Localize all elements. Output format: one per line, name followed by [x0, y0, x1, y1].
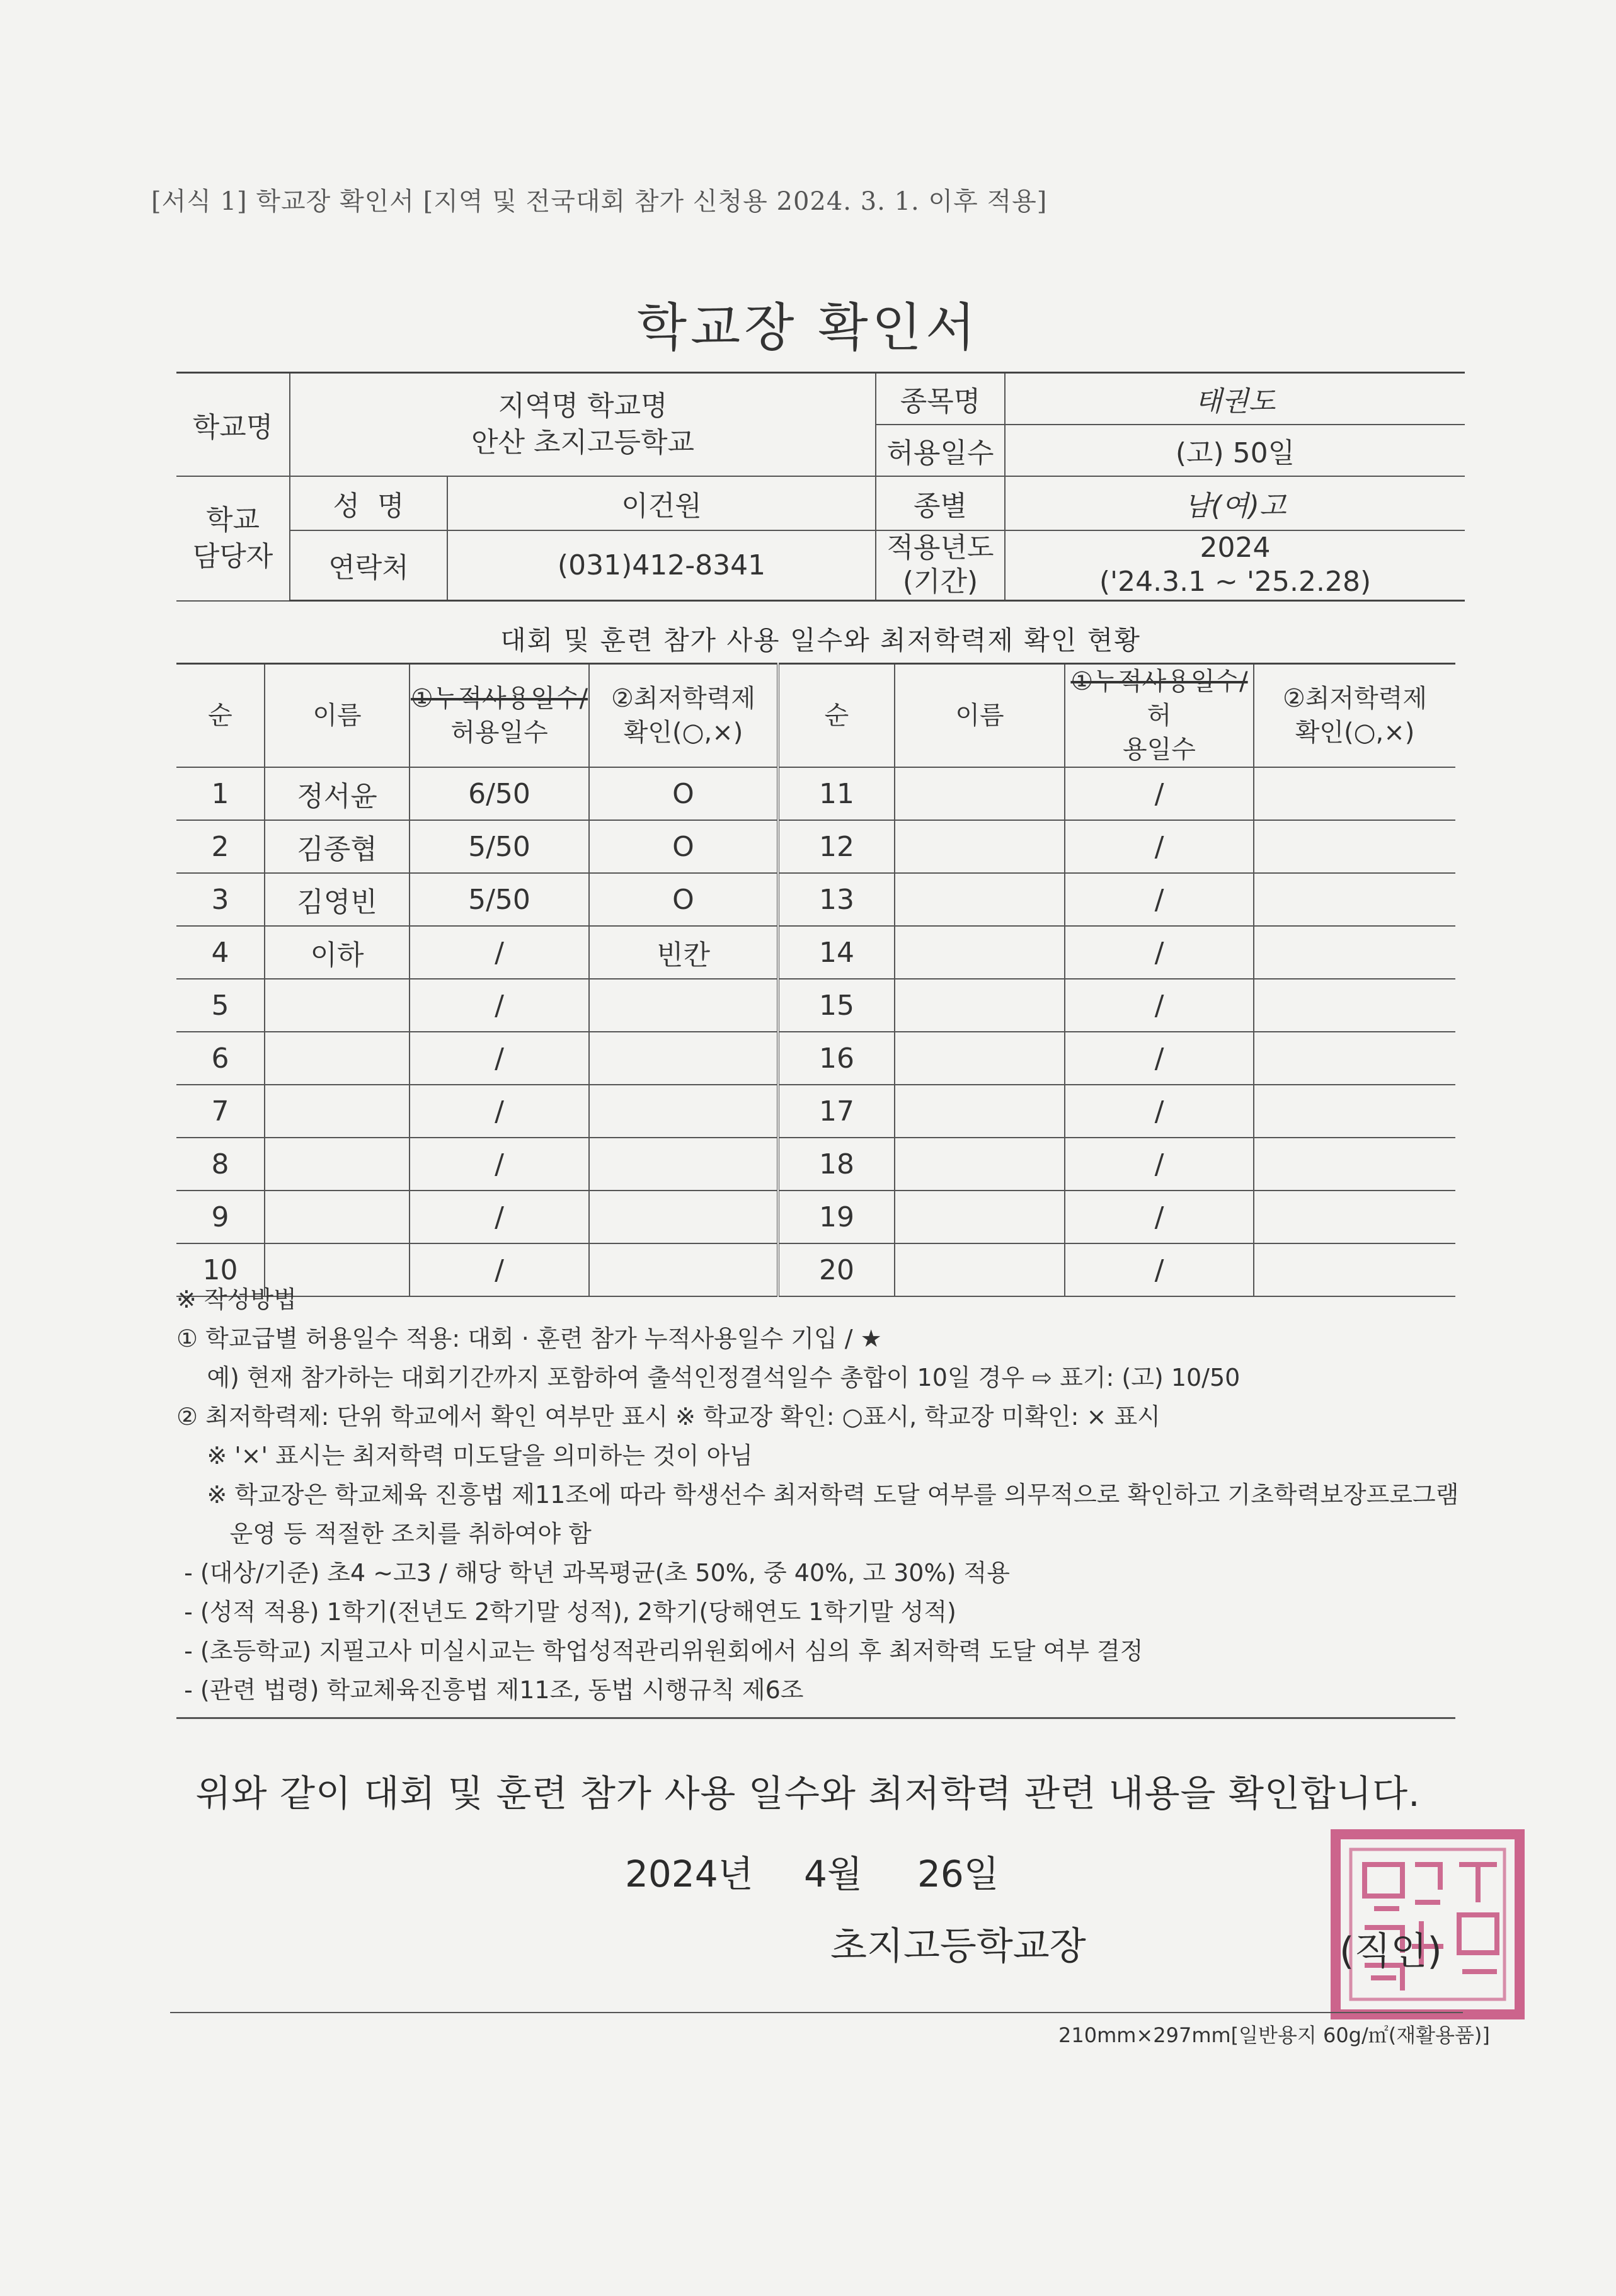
- note-line: 운영 등 적절한 조치를 취하여야 함: [176, 1520, 592, 1548]
- used-days-right: /: [1065, 767, 1254, 820]
- athlete-name-right: [895, 1138, 1065, 1191]
- header-min-left-line1: ②최저학력제: [610, 684, 756, 713]
- year-value: [1005, 530, 1465, 601]
- row-number-left: 3: [176, 873, 265, 926]
- row-number-right: 11: [778, 767, 895, 820]
- header-days-right-strike: ①누적사용일수/: [1070, 667, 1248, 696]
- athlete-name-left: 정서윤: [265, 767, 410, 820]
- event-value: 태권도: [1005, 373, 1465, 425]
- footer-divider: [170, 2012, 1463, 2013]
- school-label: 학교명: [176, 373, 290, 476]
- confirmation-statement: 위와 같이 대회 및 훈련 참가 사용 일수와 최저학력 관련 내용을 확인합니다.: [195, 1772, 1421, 1815]
- row-number-right: 17: [778, 1085, 895, 1138]
- row-number-right: 12: [778, 820, 895, 873]
- athlete-name-left: [265, 1085, 410, 1138]
- min-standard-right: [1254, 1138, 1455, 1191]
- min-standard-right: [1254, 767, 1455, 820]
- info-table: [176, 372, 1465, 602]
- min-standard-right: [1254, 1032, 1455, 1085]
- header-days-left-line2: 허용일수: [450, 718, 548, 747]
- used-days-left: 5/50: [410, 820, 589, 873]
- header-days-left: [410, 664, 589, 768]
- row-number-left: 2: [176, 820, 265, 873]
- min-standard-left: 빈칸: [589, 926, 778, 979]
- row-number-left: 6: [176, 1032, 265, 1085]
- used-days-left: /: [410, 1138, 589, 1191]
- athlete-name-left: 이하: [265, 926, 410, 979]
- used-days-right: /: [1065, 1032, 1254, 1085]
- min-standard-left: [589, 979, 778, 1032]
- min-standard-left: [589, 1032, 778, 1085]
- table-row: [176, 926, 1455, 979]
- table-row: [176, 979, 1455, 1032]
- participation-table: [176, 663, 1455, 1297]
- school-name-cell: [290, 373, 876, 476]
- signer-title: 초지고등학교장: [830, 1924, 1086, 1968]
- athlete-name-right: [895, 873, 1065, 926]
- writing-instructions: [176, 1280, 1462, 1710]
- used-days-left: /: [410, 1032, 589, 1085]
- header-days-right-tail: 허: [1147, 701, 1172, 730]
- row-number-left: 8: [176, 1138, 265, 1191]
- min-standard-left: O: [589, 767, 778, 820]
- allowed-days-label: 허용일수: [876, 425, 1005, 476]
- athlete-name-left: [265, 979, 410, 1032]
- header-days-right-line1: [1065, 665, 1253, 733]
- note-line: - (초등학교) 지필고사 미실시교는 학업성적관리위원회에서 심의 후 최저학력 도달 여부 결정: [176, 1637, 1143, 1665]
- table-row: [176, 1191, 1455, 1243]
- min-standard-right: [1254, 820, 1455, 873]
- row-number-right: 20: [778, 1243, 895, 1296]
- note-line: 예) 현재 참가하는 대회기간까지 포함하여 출석인정결석일수 총합이 10일 경우 ⇨ 표기: (고) 10/50: [176, 1364, 1241, 1391]
- table-row: [176, 1138, 1455, 1191]
- gender-label: 종별: [876, 476, 1005, 530]
- event-label: 종목명: [876, 373, 1005, 425]
- used-days-left: 5/50: [410, 873, 589, 926]
- notes-divider: [176, 1717, 1455, 1719]
- note-line: ※ '×' 표시는 최저학력 미도달을 의미하는 것이 아님: [176, 1442, 753, 1470]
- year-label-line1: 적용년도: [886, 532, 994, 564]
- seal-label: (직인): [1339, 1929, 1442, 1973]
- table-row: [176, 820, 1455, 873]
- period-value: ('24.3.1 ~ '25.2.28): [1099, 566, 1372, 598]
- school-name-line1: 지역명 학교명: [498, 389, 668, 422]
- used-days-left: /: [410, 979, 589, 1032]
- header-no-right: 순: [778, 664, 895, 768]
- table-row: [176, 873, 1455, 926]
- row-number-right: 16: [778, 1032, 895, 1085]
- used-days-left: /: [410, 1085, 589, 1138]
- year-label-line2: (기간): [902, 566, 978, 598]
- min-standard-left: O: [589, 873, 778, 926]
- used-days-right: /: [1065, 820, 1254, 873]
- name-value: 이건원: [447, 476, 876, 530]
- min-standard-left: [589, 1085, 778, 1138]
- used-days-right: /: [1065, 1243, 1254, 1296]
- row-number-left: 10: [176, 1243, 265, 1296]
- note-line: ※ 학교장은 학교체육 진흥법 제11조에 따라 학생선수 최저학력 도달 여부를 의무적으로 확인하고 기초학력보장프로그램: [176, 1481, 1459, 1509]
- manager-label-line2: 담당자: [192, 540, 273, 573]
- year-label: [876, 530, 1005, 601]
- gender-value: 남(여)고: [1005, 476, 1465, 530]
- athlete-name-right: [895, 767, 1065, 820]
- header-days-right: [1065, 664, 1254, 768]
- min-standard-left: [589, 1191, 778, 1243]
- form-tag: [서식 1] 학교장 확인서 [지역 및 전국대회 참가 신청용 2024. 3. 1. 이후 적용]: [151, 187, 1048, 216]
- note-line: ① 학교급별 허용일수 적용: 대회 · 훈련 참가 누적사용일수 기입 / ★: [176, 1325, 882, 1352]
- document-title: 학교장 확인서: [636, 298, 980, 358]
- used-days-left: 6/50: [410, 767, 589, 820]
- table-row: [176, 767, 1455, 820]
- note-line: - (대상/기준) 초4 ~고3 / 해당 학년 과목평균(초 50%, 중 40%, 고 30%) 적용: [176, 1559, 1010, 1587]
- row-number-left: 1: [176, 767, 265, 820]
- date-month: 4월: [804, 1853, 862, 1895]
- note-line: ※ 작성방법: [176, 1286, 297, 1313]
- note-line: - (성적 적용) 1학기(전년도 2학기말 성적), 2학기(당해연도 1학기말 성적): [176, 1598, 956, 1626]
- athlete-name-left: [265, 1191, 410, 1243]
- date-day: 26일: [917, 1853, 999, 1895]
- row-number-right: 13: [778, 873, 895, 926]
- row-number-right: 14: [778, 926, 895, 979]
- row-number-right: 19: [778, 1191, 895, 1243]
- athlete-name-right: [895, 1085, 1065, 1138]
- table-row: [176, 1032, 1455, 1085]
- min-standard-right: [1254, 873, 1455, 926]
- athlete-name-right: [895, 820, 1065, 873]
- min-standard-left: [589, 1138, 778, 1191]
- contact-value: (031)412-8341: [447, 530, 876, 601]
- header-min-right-line2: 확인(○,×): [1295, 718, 1415, 747]
- paper-spec: 210mm×297mm[일반용지 60g/㎡(재활용품)]: [1058, 2023, 1490, 2047]
- min-standard-left: O: [589, 820, 778, 873]
- year-value-line1: 2024: [1200, 532, 1271, 564]
- header-name-right: 이름: [895, 664, 1065, 768]
- header-min-left-line2: 확인(○,×): [623, 718, 743, 747]
- min-standard-right: [1254, 926, 1455, 979]
- contact-label: 연락처: [290, 530, 447, 601]
- header-min-left: [589, 664, 778, 768]
- athlete-name-left: [265, 1138, 410, 1191]
- note-line: - (관련 법령) 학교체육진흥법 제11조, 동법 시행규칙 제6조: [176, 1676, 804, 1704]
- athlete-name-left: [265, 1032, 410, 1085]
- header-no-left: 순: [176, 664, 265, 768]
- used-days-right: /: [1065, 979, 1254, 1032]
- section-title: 대회 및 훈련 참가 사용 일수와 최저학력제 확인 현황: [500, 625, 1141, 656]
- min-standard-right: [1254, 979, 1455, 1032]
- row-number-right: 18: [778, 1138, 895, 1191]
- used-days-left: /: [410, 1191, 589, 1243]
- used-days-right: /: [1065, 1191, 1254, 1243]
- athlete-name-right: [895, 979, 1065, 1032]
- row-number-left: 4: [176, 926, 265, 979]
- min-standard-right: [1254, 1085, 1455, 1138]
- header-min-right: [1254, 664, 1455, 768]
- athlete-name-right: [895, 1032, 1065, 1085]
- used-days-right: /: [1065, 873, 1254, 926]
- row-number-left: 7: [176, 1085, 265, 1138]
- table-row: [176, 1085, 1455, 1138]
- school-name-line2: 안산 초지고등학교: [471, 426, 695, 459]
- row-number-left: 5: [176, 979, 265, 1032]
- note-line: ② 최저학력제: 단위 학교에서 확인 여부만 표시 ※ 학교장 확인: ○표시, 학교장 미확인: × 표시: [176, 1403, 1160, 1431]
- header-min-right-line1: ②최저학력제: [1282, 684, 1428, 713]
- row-number-left: 9: [176, 1191, 265, 1243]
- header-days-right-line2: 용일수: [1123, 735, 1196, 764]
- used-days-left: /: [410, 926, 589, 979]
- min-standard-right: [1254, 1191, 1455, 1243]
- date-year: 2024년: [625, 1853, 754, 1895]
- athlete-name-left: 김영빈: [265, 873, 410, 926]
- athlete-name-right: [895, 1191, 1065, 1243]
- name-label: 성 명: [290, 476, 447, 530]
- used-days-left: /: [410, 1243, 589, 1296]
- used-days-right: /: [1065, 1138, 1254, 1191]
- header-days-left-line1: ①누적사용일수/: [410, 684, 588, 713]
- used-days-right: /: [1065, 1085, 1254, 1138]
- used-days-right: /: [1065, 926, 1254, 979]
- athlete-name-right: [895, 926, 1065, 979]
- manager-label-line1: 학교: [205, 503, 260, 536]
- manager-label: [176, 476, 290, 601]
- allowed-days-value: (고) 50일: [1005, 425, 1465, 476]
- header-name-left: 이름: [265, 664, 410, 768]
- athlete-name-left: 김종협: [265, 820, 410, 873]
- row-number-right: 15: [778, 979, 895, 1032]
